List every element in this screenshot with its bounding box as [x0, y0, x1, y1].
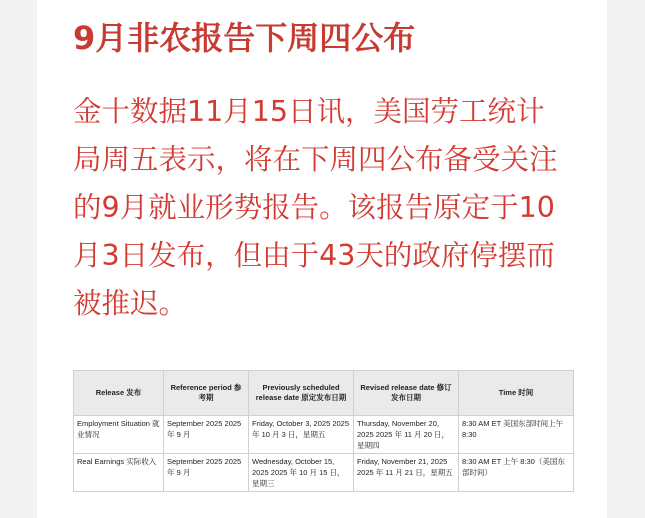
- schedule-table: [73, 370, 574, 492]
- table-cell: 8:30 AM ET 美国东部时间上午 8:30: [459, 416, 574, 454]
- article-body: 金十数据11月15日讯，美国劳工统计局周五表示，将在下周四公布备受关注的9月就业形势报告。该报告原定于10月3日发布，但由于43天的政府停摆而被推迟。: [73, 95, 558, 320]
- table-cell: Friday, November 21, 2025 2025 年 11 月 21 日，星期五: [354, 454, 459, 492]
- table-cell: Real Earnings 实际收入: [74, 454, 164, 492]
- column-header-reference-period: Reference period 参考期: [164, 371, 249, 416]
- table-cell: September 2025 2025 年 9 月: [164, 416, 249, 454]
- table-cell: Friday, October 3, 2025 2025 年 10 月 3 日，星期五: [249, 416, 354, 454]
- table-row: [74, 454, 574, 492]
- table-row: [74, 416, 574, 454]
- table-header-row: [74, 371, 574, 416]
- article-headline: 9月非农报告下周四公布: [73, 19, 416, 57]
- table-cell: Wednesday, October 15, 2025 2025 年 10 月 15 日，星期三: [249, 454, 354, 492]
- table-cell: Thursday, November 20, 2025 2025 年 11 月 20 日，星期四: [354, 416, 459, 454]
- column-header-previous-date: Previously scheduled release date 原定发布日期: [249, 371, 354, 416]
- column-header-release: Release 发布: [74, 371, 164, 416]
- table-cell: September 2025 2025 年 9 月: [164, 454, 249, 492]
- table-cell: Employment Situation 就业情况: [74, 416, 164, 454]
- table-cell: 8:30 AM ET 上午 8:30（美国东部时间）: [459, 454, 574, 492]
- release-schedule-table: [73, 370, 573, 492]
- article-card: [37, 0, 607, 518]
- column-header-time: Time 时间: [459, 371, 574, 416]
- column-header-revised-date: Revised release date 修订发布日期: [354, 371, 459, 416]
